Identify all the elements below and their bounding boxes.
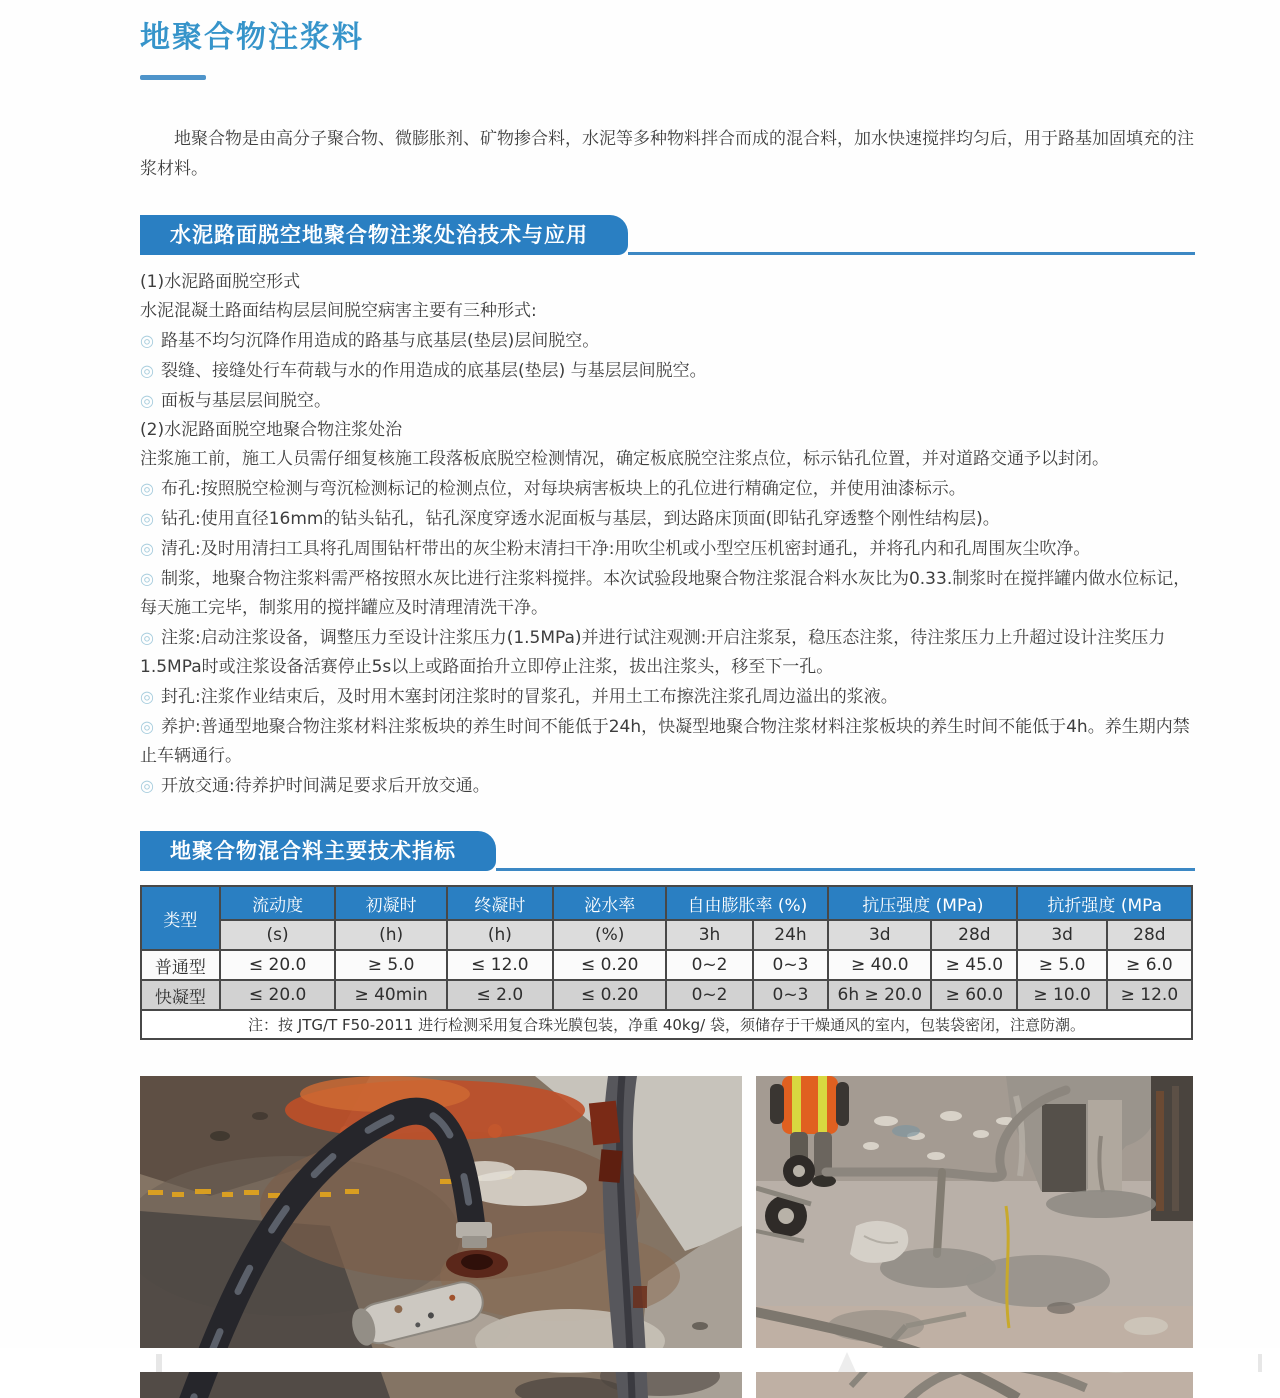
section1-heading: 水泥路面脱空地聚合物注浆处治技术与应用 bbox=[140, 215, 628, 255]
table-cell: ≥ 12.0 bbox=[1107, 980, 1192, 1010]
ring-bullet-icon: ◎ bbox=[140, 776, 154, 795]
table-sub-header: 28d bbox=[931, 920, 1017, 950]
ring-bullet-icon: ◎ bbox=[140, 479, 154, 498]
table-cell: ≥ 40min bbox=[335, 980, 446, 1010]
bullet-item: ◎ 注浆:启动注浆设备，调整压力至设计注浆压力(1.5MPa)并进行试注观测:开启注浆泵，稳压态注浆，待注浆压力上升超过设计注奖压力1.5MPa时或注浆设备活赛停止5s以上或路面抬升立即停止注浆，拔出注浆头，移至下一孔。 bbox=[140, 628, 1166, 677]
table-cell: ≥ 45.0 bbox=[931, 950, 1017, 980]
table-sub-header: 3d bbox=[828, 920, 931, 950]
table-sub-header: (h) bbox=[335, 920, 446, 950]
spec-table-head bbox=[141, 886, 1192, 950]
table-cell: ≥ 5.0 bbox=[335, 950, 446, 980]
table-row-label: 快凝型 bbox=[141, 980, 220, 1010]
next-page-edge-artifact bbox=[156, 1354, 162, 1372]
page-bottom-margin bbox=[0, 1348, 1280, 1372]
text-line: (2)水泥路面脱空地聚合物注浆处治 bbox=[140, 420, 403, 440]
ring-bullet-icon: ◎ bbox=[140, 569, 154, 588]
ring-bullet-icon: ◎ bbox=[140, 331, 154, 350]
table-cell: ≤ 2.0 bbox=[447, 980, 553, 1010]
table-cell: ≤ 12.0 bbox=[447, 950, 553, 980]
table-cell: ≥ 60.0 bbox=[931, 980, 1017, 1010]
table-group-header: 流动度 bbox=[220, 886, 336, 920]
next-page-edge-artifact bbox=[1258, 1354, 1262, 1372]
intro-paragraph: 地聚合物是由高分子聚合物、微膨胀剂、矿物掺合料，水泥等多种物料拌合而成的混合料，加水快速搅拌均匀后，用于路基加固填充的注浆材料。 bbox=[140, 129, 1194, 179]
table-group-header: 自由膨胀率 (%) bbox=[666, 886, 828, 920]
table-sub-header: (h) bbox=[447, 920, 553, 950]
table-group-header: 泌水率 bbox=[553, 886, 667, 920]
table-cell: 0~3 bbox=[753, 950, 829, 980]
table-note: 注：按 JTG/T F50-2011 进行检测采用复合珠光膜包装，净重 40kg/ 袋，须储存于干燥通风的室内，包装袋密闭，注意防潮。 bbox=[141, 1010, 1192, 1039]
table-cell: ≥ 10.0 bbox=[1017, 980, 1106, 1010]
bullet-item: ◎ 钻孔:使用直径16mm的钻头钻孔，钻孔深度穿透水泥面板与基层，到达路床顶面(即钻孔穿透整个刚性结构层)。 bbox=[140, 509, 1000, 529]
table-sub-header: 3h bbox=[666, 920, 752, 950]
ring-bullet-icon: ◎ bbox=[140, 539, 154, 558]
ring-bullet-icon: ◎ bbox=[140, 361, 154, 380]
section1-banner-line bbox=[628, 252, 1195, 255]
section2-banner-line bbox=[496, 868, 1195, 871]
text-line: 水泥混凝土路面结构层层间脱空病害主要有三种形式: bbox=[140, 301, 537, 321]
title-underline bbox=[140, 75, 206, 80]
table-group-header: 初凝时 bbox=[335, 886, 446, 920]
table-row bbox=[141, 980, 1192, 1010]
section2-banner-row bbox=[140, 831, 1195, 871]
next-page-edge-artifact bbox=[838, 1352, 856, 1372]
ring-bullet-icon: ◎ bbox=[140, 509, 154, 528]
table-cell: ≤ 20.0 bbox=[220, 980, 336, 1010]
table-group-header: 抗压强度 (MPa) bbox=[828, 886, 1017, 920]
bullet-item: ◎ 开放交通:待养护时间满足要求后开放交通。 bbox=[140, 776, 490, 796]
table-row bbox=[141, 950, 1192, 980]
bullet-item: ◎ 面板与基层层间脱空。 bbox=[140, 391, 331, 411]
bullet-item: ◎ 封孔:注浆作业结束后，及时用木塞封闭注浆时的冒浆孔，并用土工布擦洗注浆孔周边溢出的浆液。 bbox=[140, 687, 898, 707]
spec-table bbox=[140, 885, 1193, 1040]
page-title: 地聚合物注浆料 bbox=[140, 20, 364, 55]
ring-bullet-icon: ◎ bbox=[140, 687, 154, 706]
table-sub-header: 28d bbox=[1107, 920, 1192, 950]
ring-bullet-icon: ◎ bbox=[140, 717, 154, 736]
section1-banner-row bbox=[140, 215, 1195, 255]
table-group-header: 终凝时 bbox=[447, 886, 553, 920]
table-cell: 0~3 bbox=[753, 980, 829, 1010]
table-sub-header: (%) bbox=[553, 920, 667, 950]
bullet-item: ◎ 清孔:及时用清扫工具将孔周围钻杆带出的灰尘粉末清扫干净:用吹尘机或小型空压机密封通孔，并将孔内和孔周围灰尘吹净。 bbox=[140, 539, 1091, 559]
spec-table-body bbox=[141, 950, 1192, 1039]
table-row-label: 普通型 bbox=[141, 950, 220, 980]
text-line: (1)水泥路面脱空形式 bbox=[140, 272, 301, 292]
table-corner-header: 类型 bbox=[141, 886, 220, 950]
table-sub-header: (s) bbox=[220, 920, 336, 950]
bullet-item: ◎ 制浆，地聚合物注浆料需严格按照水灰比进行注浆料搅拌。本次试验段地聚合物注浆混合料水灰比为0.33.制浆时在搅拌罐内做水位标记，每天施工完毕，制浆用的搅拌罐应及时清理清洗干净。 bbox=[140, 569, 1191, 618]
table-cell: ≥ 40.0 bbox=[828, 950, 931, 980]
table-cell: ≥ 6.0 bbox=[1107, 950, 1192, 980]
table-cell: 6h ≥ 20.0 bbox=[828, 980, 931, 1010]
bullet-item: ◎ 养护:普通型地聚合物注浆材料注浆板块的养生时间不能低于24h，快凝型地聚合物注浆材料注浆板块的养生时间不能低于4h。养生期内禁止车辆通行。 bbox=[140, 717, 1190, 766]
table-cell: 0~2 bbox=[666, 980, 752, 1010]
ring-bullet-icon: ◎ bbox=[140, 628, 154, 647]
text-line: 注浆施工前，施工人员需仔细复核施工段落板底脱空检测情况，确定板底脱空注浆点位，标示钻孔位置，并对道路交通予以封闭。 bbox=[140, 449, 1109, 469]
table-cell: ≤ 20.0 bbox=[220, 950, 336, 980]
section1-lines bbox=[140, 268, 1195, 801]
section2-heading: 地聚合物混合料主要技术指标 bbox=[140, 831, 496, 871]
bullet-item: ◎ 裂缝、接缝处行车荷载与水的作用造成的底基层(垫层) 与基层层间脱空。 bbox=[140, 361, 707, 381]
table-sub-header: 24h bbox=[753, 920, 829, 950]
table-group-header: 抗折强度 (MPa bbox=[1017, 886, 1192, 920]
bullet-item: ◎ 布孔:按照脱空检测与弯沉检测标记的检测点位，对每块病害板块上的孔位进行精确定位，并使用油漆标示。 bbox=[140, 479, 966, 499]
table-cell: ≥ 5.0 bbox=[1017, 950, 1106, 980]
table-cell: ≤ 0.20 bbox=[553, 950, 667, 980]
ring-bullet-icon: ◎ bbox=[140, 391, 154, 410]
table-cell: ≤ 0.20 bbox=[553, 980, 667, 1010]
table-cell: 0~2 bbox=[666, 950, 752, 980]
bullet-item: ◎ 路基不均匀沉降作用造成的路基与底基层(垫层)层间脱空。 bbox=[140, 331, 600, 351]
table-sub-header: 3d bbox=[1017, 920, 1106, 950]
